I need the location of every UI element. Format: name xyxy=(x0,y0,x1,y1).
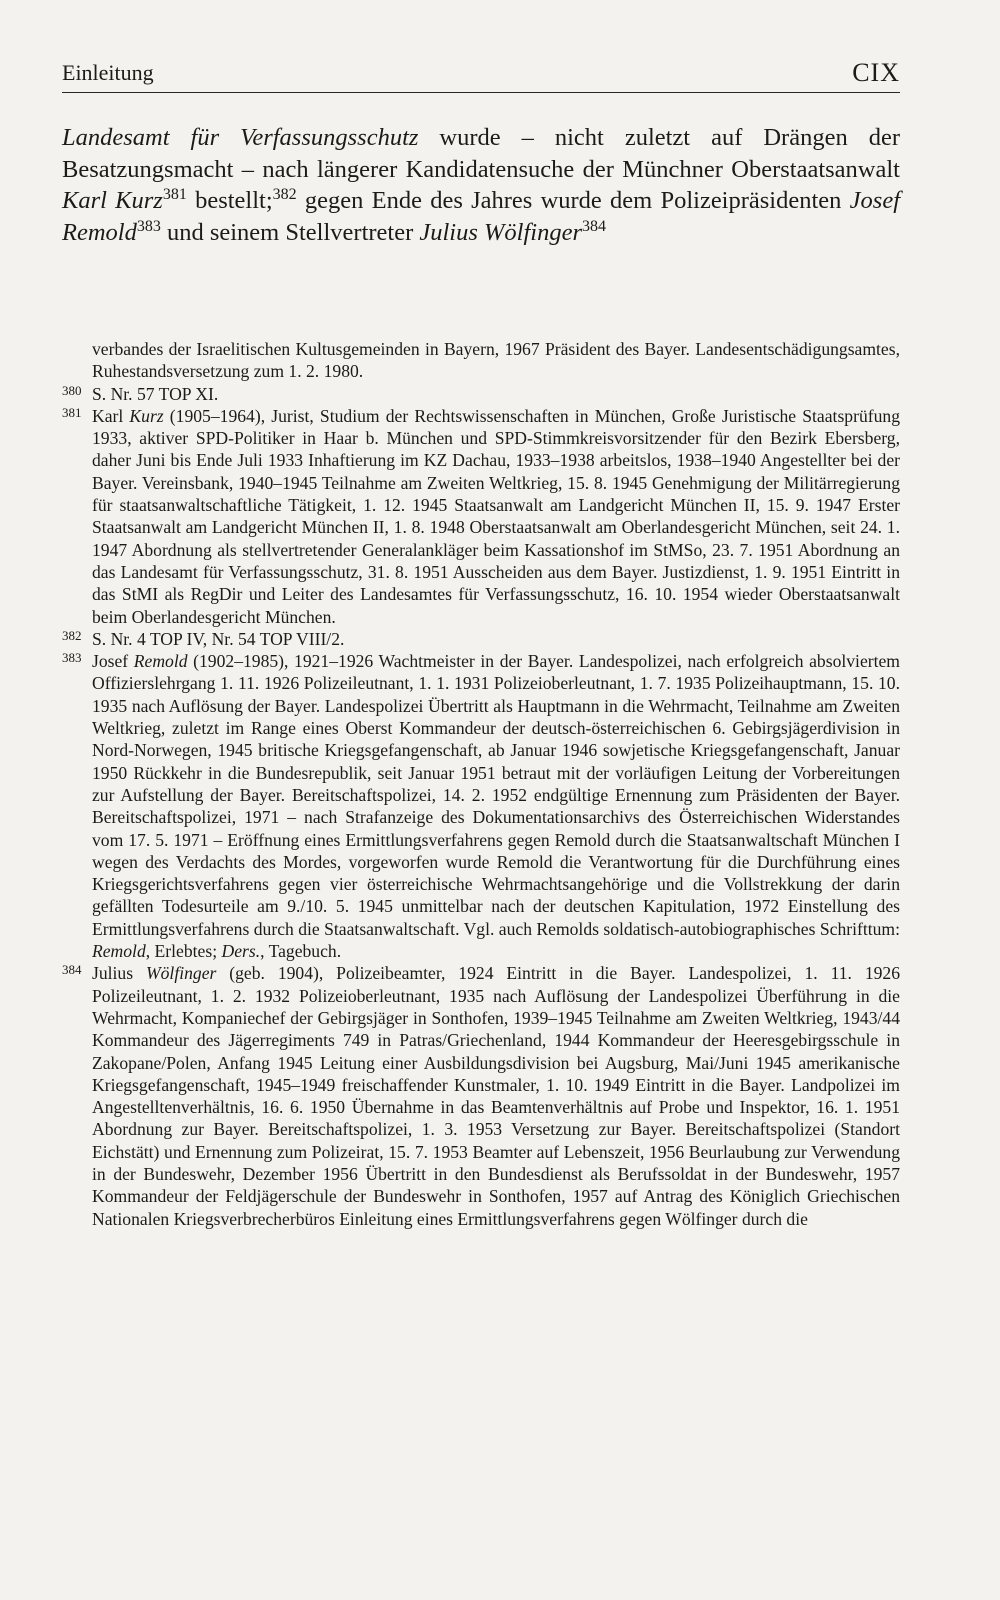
footnote-number: 384 xyxy=(62,962,82,978)
footnote-name: Remold xyxy=(92,941,146,962)
main-text-segment: gegen Ende des Jahres wurde dem Polizeipräsidenten xyxy=(296,187,850,214)
footnote-number: 381 xyxy=(62,404,82,420)
footnote-name: Kurz xyxy=(129,405,164,426)
person-name: Josef Remold xyxy=(62,187,901,246)
footnotes xyxy=(62,338,900,1230)
footnote-number: 383 xyxy=(62,650,82,666)
main-text-segment: bestellt; xyxy=(186,187,273,214)
footnote-381 xyxy=(62,405,900,628)
main-text-segment: wurde – nicht zuletzt auf Drängen der Besatzungsmacht – nach längerer Kandidatensuche der Münchner Oberstaatsanwalt xyxy=(62,124,900,183)
section-title: Einleitung xyxy=(62,60,154,85)
running-header xyxy=(62,52,900,93)
footnote-380 xyxy=(62,383,900,405)
footnote-text: (1905–1964), Jurist, Studium der Rechtswissenschaften in München, Große Juristische Staatsprüfung 1933, aktiver SPD-Politiker in Haar b. München und SPD-Stimmkreisvorsitzender für den Bezirk Ebersberg, daher Juni bis Ende Juli 1933 Inhaftierung im KZ Dachau, 1933–1938 arbeitslos, 1938–1940 Angestellter bei der Bayer. Vereinsbank, 1940–1945 Teilnahme am Zweiten Weltkrieg, 15. 8. 1945 Genehmigung der Militärregierung für staatsanwaltschaftliche Tätigkeit, 1. 12. 1945 Staatsanwalt am Landgericht München II, 15. 9. 1947 Erster Staatsanwalt am Landgericht München II, 1. 8. 1948 Oberstaatsanwalt am Oberlandesgericht München, seit 24. 1. 1947 Abordnung als stellvertretender Generalankläger beim Kassationshof im StMSo, 23. 7. 1951 Abordnung an das Landesamt für Verfassungsschutz, 31. 8. 1951 Ausscheiden aus dem Bayer. Justizdienst, 1. 9. 1951 Eintritt in das StMI als RegDir und Leiter des Landesamtes für Verfassungsschutz, 16. 10. 1954 wieder Oberstaatsanwalt beim Oberlandesgericht München. xyxy=(92,405,900,627)
office-name: Landesamt für Verfassungsschutz xyxy=(62,124,419,151)
person-name: Karl Kurz xyxy=(62,187,163,214)
footnote-name: Wölfinger xyxy=(145,963,217,984)
footnote-text: Karl xyxy=(92,405,130,426)
footnote-text: Julius xyxy=(92,963,146,984)
footnote-ref: 384 xyxy=(582,217,607,235)
person-name: Julius Wölfinger xyxy=(419,218,583,246)
footnote-383 xyxy=(62,650,900,962)
footnote-text: S. Nr. 4 TOP IV, Nr. 54 TOP VIII/2. xyxy=(92,628,345,649)
footnote-384 xyxy=(62,962,900,1230)
footnote-ref: 381 xyxy=(162,186,187,203)
footnote-text: , Erlebtes; xyxy=(145,941,222,962)
footnote-382 xyxy=(62,628,900,650)
page-number: CIX xyxy=(852,58,900,87)
footnote-text: Josef xyxy=(92,651,134,672)
footnote-ref: 382 xyxy=(272,186,297,203)
footnote-continuation: verbandes der Israelitischen Kultusgemeinden in Bayern, 1967 Präsident des Bayer. Landesentschädigungsamtes, Ruhestandsversetzung zum 1. 2. 1980. xyxy=(92,339,900,382)
footnote-name: Remold xyxy=(133,651,188,672)
footnote-text: (1902–1985), 1921–1926 Wachtmeister in der Bayer. Landespolizei, nach erfolgreich absolviertem Offizierslehrgang 1. 11. 1926 Polizeileutnant, 1. 1. 1931 Polizeioberleutnant, 1. 7. 1935 Polizeihauptmann, 15. 10. 1935 nach Auflösung der Bayer. Landespolizei Übertritt als Hauptmann in die Wehrmacht, Teilnahme am Zweiten Weltkrieg, zuletzt im Range eines Oberst Kommandeur der deutsch-österreichischen 6. Gebirgsjägerdivision in Nord-Norwegen, 1945 britische Kriegsgefangenschaft, ab Januar 1946 sowjetische Kriegsgefangenschaft, Januar 1950 Rückkehr in die Bundesrepublik, seit Januar 1951 betraut mit der vorläufigen Leitung der Vorbereitungen zur Aufstellung der Bayer. Bereitschaftspolizei, 14. 2. 1952 endgültige Ernennung zum Präsidenten der Bayer. Bereitschaftspolizei, 1971 – nach Strafanzeige des Dokumentationsarchivs des Österreichischen Widerstandes vom 17. 5. 1971 – Eröffnung eines Ermittlungsverfahrens gegen Remold durch die Staatsanwaltschaft München I wegen des Verdachts des Mordes, vorgeworfen wurde Remold die Verantwortung für die Durchführung eines Kriegsgerichtsverfahrens gegen vier österreichische Wehrmachtsangehörige und die Vollstrekkung der darin gefällten Todesurteile am 9./10. 5. 1945 unmittelbar nach der deutschen Kapitulation, 1972 Einstellung des Ermittlungsverfahrens durch die Staatsanwaltschaft. Vgl. auch Remolds soldatisch-autobiographisches Schrifttum: xyxy=(92,651,900,939)
footnote-text: (geb. 1904), Polizeibeamter, 1924 Eintritt in die Bayer. Landespolizei, 1. 11. 1926 Polizeileutnant, 1. 2. 1932 Polizeioberleutnant, 1935 nach Auflösung der Landespolizei Überführung in die Wehrmacht, Kompaniechef der Gebirgsjäger in Sonthofen, 1939–1945 Teilnahme am Zweiten Weltkrieg, 1943/44 Kommandeur des Jägerregiments 749 in Patras/Griechenland, 1944 Kommandeur der Heeresgebirgsschule in Zakopane/Polen, Anfang 1945 Leitung einer Ausbildungsdivision bei Augsburg, Mai/Juni 1945 amerikanische Kriegsgefangenschaft, 1945–1949 freischaffender Kunstmaler, 1. 10. 1949 Eintritt in die Bayer. Landpolizei im Angestelltenverhältnis, 16. 6. 1950 Übernahme in das Beamtenverhältnis auf Probe und Inspektor, 16. 1. 1951 Abordnung zur Bayer. Bereitschaftspolizei, 1. 3. 1953 Versetzung zur Bayer. Bereitschaftspolizei (Standort Eichstätt) und Ernennung zum Polizeirat, 15. 7. 1953 Beamter auf Lebenszeit, 1956 Beurlaubung zur Verwendung in der Bundeswehr, Dezember 1956 Übertritt in den Bundesdienst als Berufssoldat in der Bundeswehr, 1957 Kommandeur der Feldjägerschule der Bundeswehr in Sonthofen, 1957 auf Antrag des Königlich Griechischen Nationalen Kriegsverbrecherbüros Einleitung eines Ermittlungsverfahrens gegen Wölfinger durch die xyxy=(92,963,901,1229)
footnote-ref: 383 xyxy=(136,217,161,235)
footnote-number: 380 xyxy=(62,382,82,398)
footnote-name: Ders. xyxy=(221,941,261,962)
footnote-text: S. Nr. 57 TOP XI. xyxy=(92,383,219,404)
footnote-number: 382 xyxy=(62,627,82,643)
main-text-segment: und seinem Stellvertreter xyxy=(160,218,420,246)
main-paragraph xyxy=(62,122,900,248)
footnote-text: , Tagebuch. xyxy=(260,941,342,962)
